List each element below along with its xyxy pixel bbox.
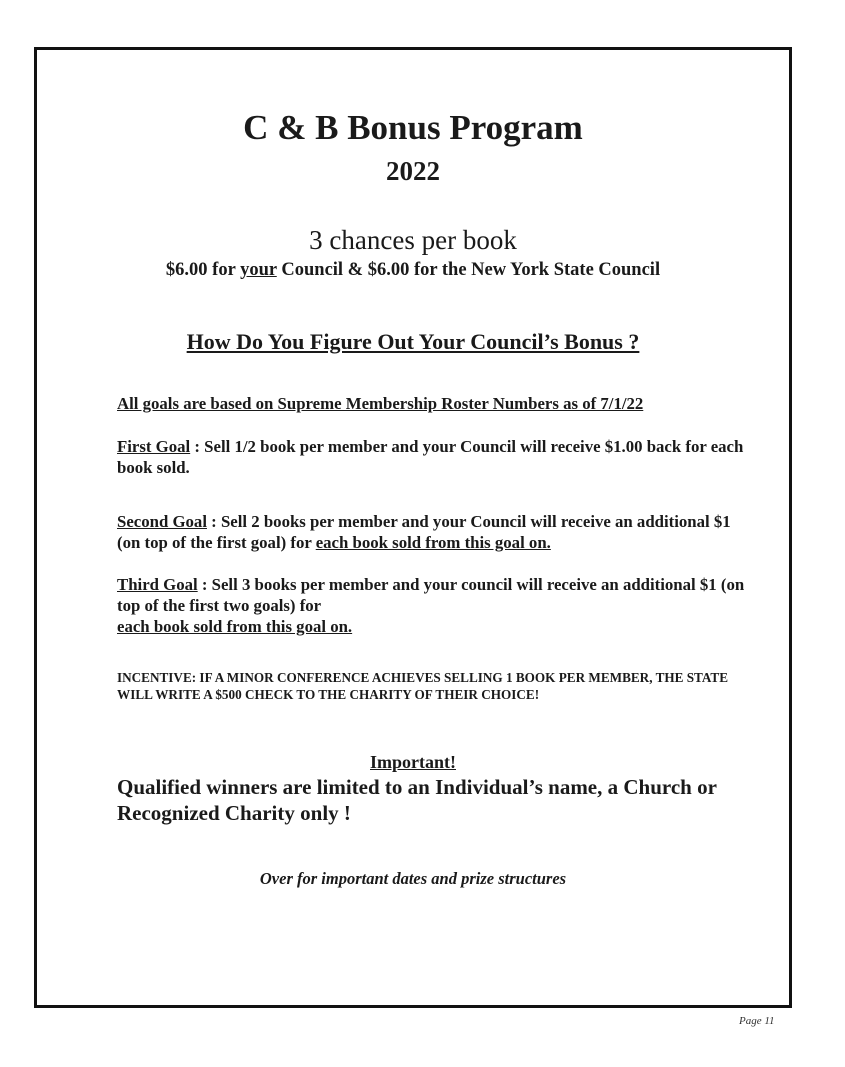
- goal-third-tail: each book sold from this goal on.: [117, 617, 353, 636]
- section-heading: [37, 329, 789, 355]
- fees-your: your: [240, 260, 277, 280]
- incentive-text: INCENTIVE: IF A MINOR CONFERENCE ACHIEVES SELLING 1 BOOK PER MEMBER, THE STATE WILL WRITE A $500 CHECK TO THE CHARITY OF THEIR CHOICE!: [117, 670, 728, 702]
- section-heading-text: How Do You Figure Out Your Council’s Bonus ?: [186, 329, 640, 354]
- fees-part-1: $6.00 for: [165, 260, 241, 280]
- goal-second-tail: each book sold from this goal on.: [315, 533, 551, 552]
- page-border: [34, 47, 792, 1008]
- chances-line: 3 chances per book: [309, 225, 517, 255]
- goal-third-text: : Sell 3 books per member and your council will receive an additional $1 (on top of the first two goals) for: [117, 575, 745, 615]
- document-title: C & B Bonus Program: [243, 108, 583, 147]
- goal-first-label: First Goal: [117, 437, 191, 456]
- goal-third: [117, 574, 757, 637]
- goal-first-text: : Sell 1/2 book per member and your Council will receive $1.00 back for each book sold.: [117, 437, 744, 477]
- page-number: Page 11: [739, 1015, 775, 1027]
- goal-second-text: : Sell 2 books per member and your Council will receive an additional $1 (on top of the first goal) for: [117, 512, 731, 552]
- over-note: Over for important dates and prize structures: [259, 869, 567, 888]
- goal-first: [117, 436, 757, 478]
- fees-line: [37, 260, 789, 281]
- qualified-winners: Qualified winners are limited to an Individual’s name, a Church or Recognized Charity only !: [117, 775, 717, 825]
- important-label-text: Important!: [370, 752, 456, 772]
- goals-basis-text: All goals are based on Supreme Membership Roster Numbers as of 7/1/22: [117, 394, 644, 413]
- goal-third-label: Third Goal: [117, 575, 198, 594]
- important-label: [37, 752, 789, 773]
- document-year: 2022: [386, 156, 440, 186]
- goal-second-label: Second Goal: [117, 512, 207, 531]
- goal-second: [117, 511, 757, 553]
- fees-part-2: Council & $6.00 for the New York State Council: [276, 260, 661, 280]
- goals-basis: [117, 393, 757, 414]
